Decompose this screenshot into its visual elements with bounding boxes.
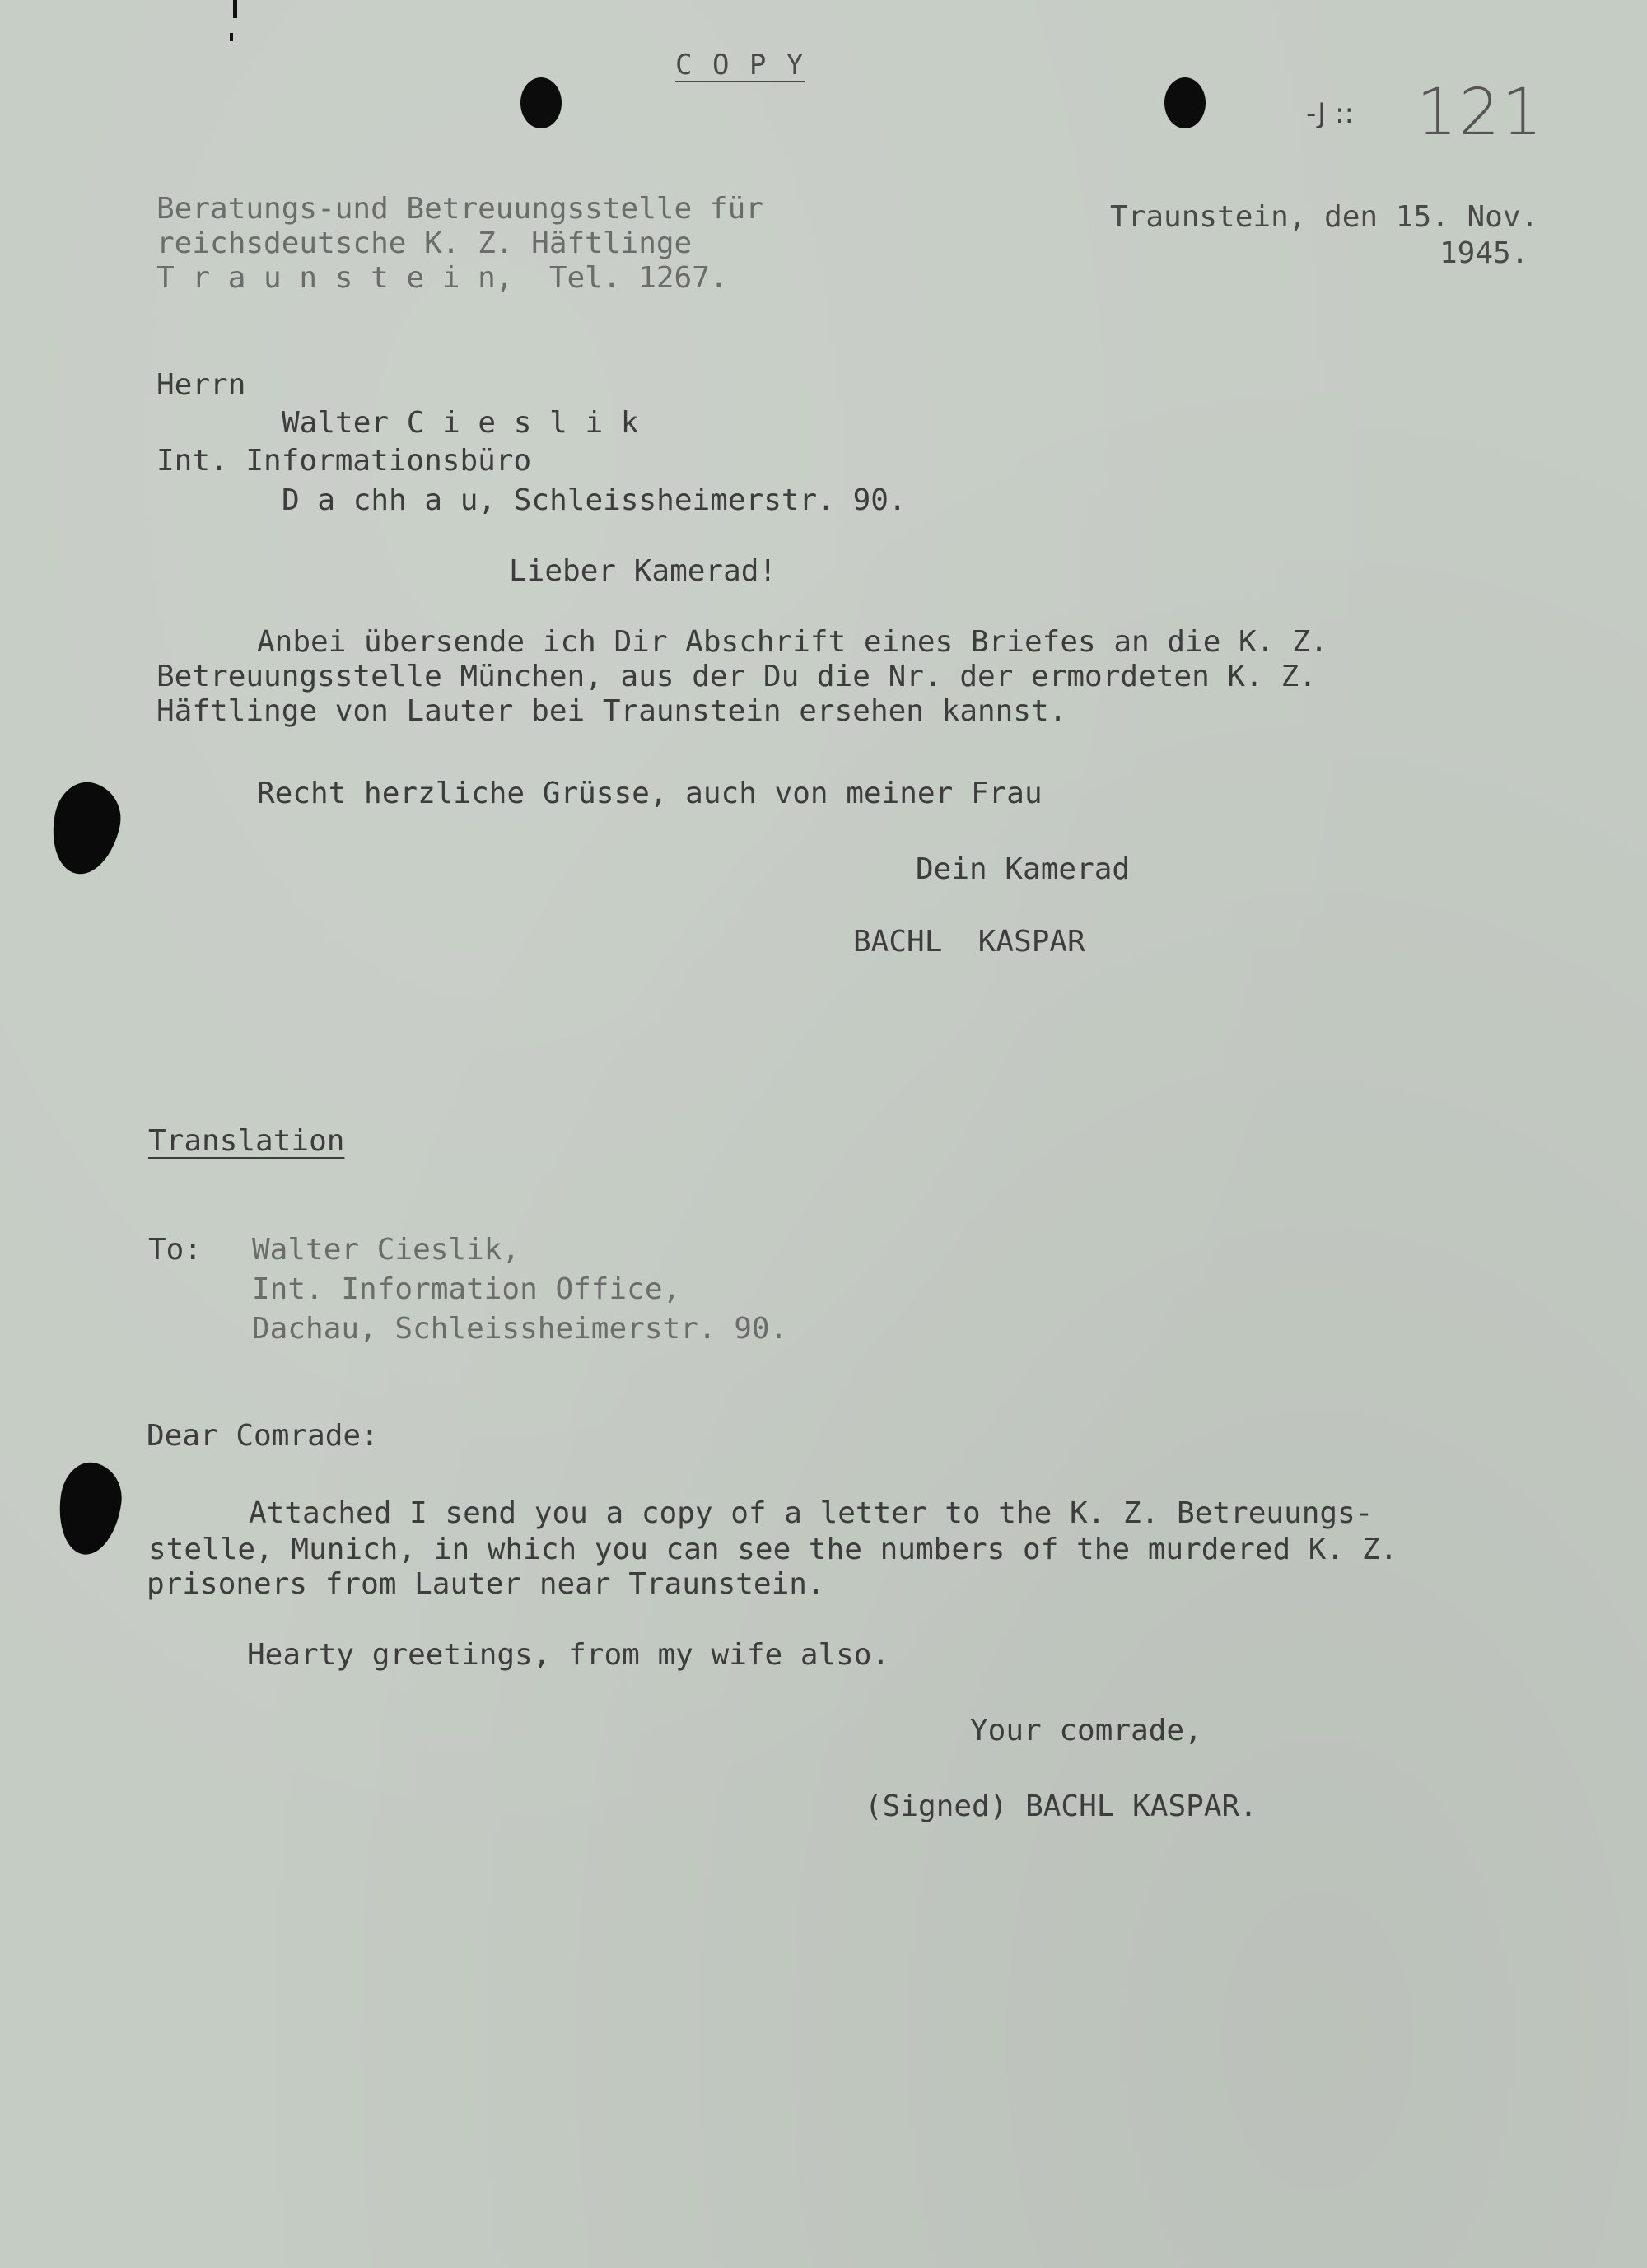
sender-line-1: Beratungs-und Betreuungsstelle für [156,192,763,226]
translation-to-label: To: [148,1233,203,1267]
ink-blot [44,777,128,880]
margin-mark [233,0,237,18]
translation-body-line-1: Attached I send you a copy of a letter to the K. Z. Betreuungs- [249,1496,1374,1530]
punch-hole-left [520,77,562,128]
recipient-name: Walter C i e s l i k [282,406,639,440]
letter-greeting-de: Lieber Kamerad! [509,554,777,588]
letter-body-de-line-1: Anbei übersende ich Dir Abschrift eines Briefes an die K. Z. [257,625,1328,659]
letter-closing-de: Dein Kamerad [916,852,1131,886]
punch-hole-right [1164,77,1206,128]
letter-body-de-line-3: Häftlinge von Lauter bei Traunstein ersehen kannst. [156,694,1067,728]
translation-to-address: Dachau, Schleissheimerstr. 90. [252,1312,788,1346]
translation-closing: Your comrade, [970,1714,1202,1748]
date-line-1: Traunstein, den 15. Nov. [1110,200,1539,234]
letter-body-de-line-2: Betreuungsstelle München, aus der Du die Nr. der ermordeten K. Z. [156,660,1317,693]
translation-signature: (Signed) BACHL KASPAR. [865,1790,1257,1823]
sender-line-3: T r a u n s t e i n, Tel. 1267. [156,261,728,295]
translation-to-office: Int. Information Office, [252,1272,681,1306]
letter-regards-de: Recht herzliche Grüsse, auch von meiner Frau [257,777,1043,810]
translation-body-line-3: prisoners from Lauter near Traunstein. [147,1567,825,1601]
translation-body-line-2: stelle, Munich, in which you can see the numbers of the murdered K. Z. [148,1533,1398,1566]
ink-blot-2 [54,1458,127,1558]
translation-regards: Hearty greetings, from my wife also. [247,1638,890,1672]
translation-greeting: Dear Comrade: [147,1419,379,1453]
translation-to-name: Walter Cieslik, [252,1233,520,1267]
letter-signature-de: BACHL KASPAR [853,925,1085,959]
sender-line-2: reichsdeutsche K. Z. Häftlinge [156,226,693,260]
page-number: 121 [1416,76,1544,150]
margin-mark-tail [230,33,233,41]
recipient-salutation: Herrn [156,368,246,402]
recipient-address: D a chh a u, Schleissheimerstr. 90. [282,483,907,517]
copy-label: C O P Y [675,49,805,82]
date-line-2: 1945. [1439,236,1529,270]
translation-heading: Translation [148,1124,345,1158]
page-marks: -J :: [1306,97,1354,130]
recipient-office: Int. Informationsbüro [156,444,532,478]
